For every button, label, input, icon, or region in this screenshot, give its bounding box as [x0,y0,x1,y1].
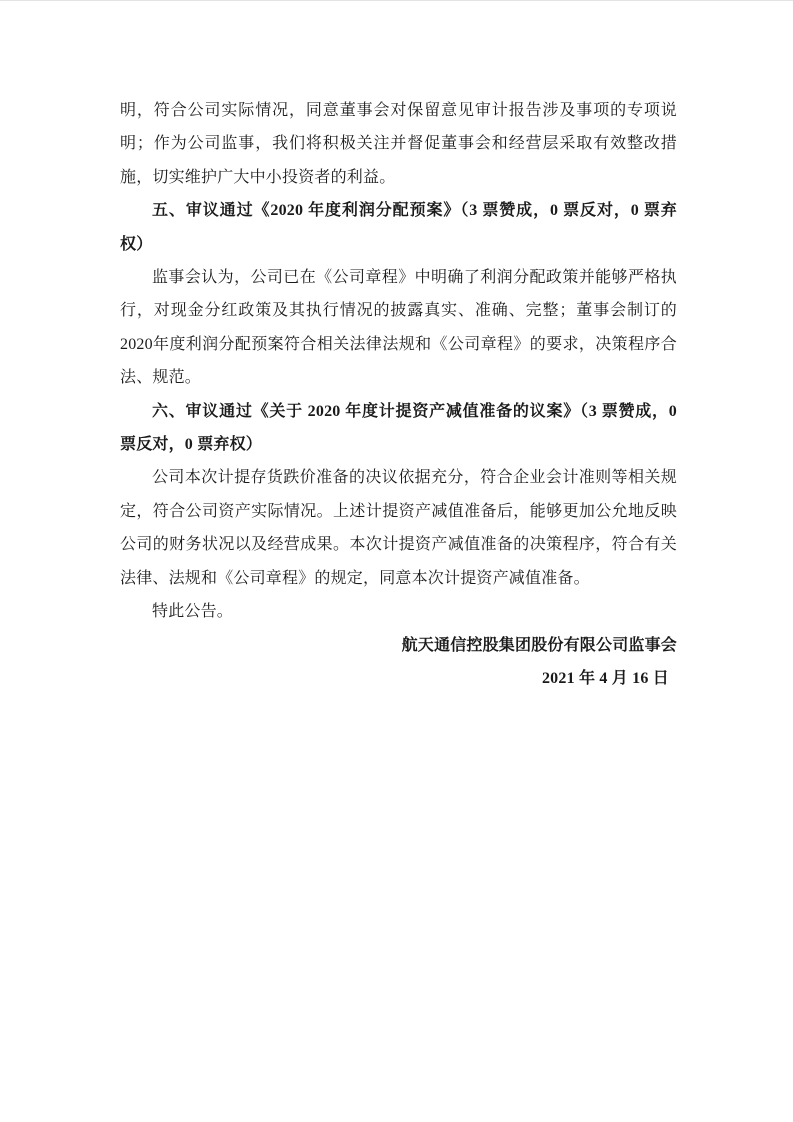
signature-date: 2021 年 4 月 16 日 [541,669,669,687]
page-top-edge [0,0,793,1]
closing-statement: 特此公告。 [152,603,234,621]
paragraph-audit-opinion-continuation: 明，符合公司实际情况，同意董事会对保留意见审计报告涉及事项的专项说明；作为公司监事，我们将积极关注并督促董事会和经营层采取有效整改措施，切实维护广大中小投资者的利益。 [120,102,677,186]
section-5-heading: 五、审议通过《2020 年度利润分配预案》（3 票赞成，0 票反对，0 票弃权） [120,202,677,253]
section-6-heading: 六、审议通过《关于 2020 年度计提资产减值准备的议案》（3 票赞成，0 票反对，0 票弃权） [120,402,677,454]
paragraph-section-6-opinion: 公司本次计提存货跌价准备的决议依据充分，符合企业会计准则等相关规定，符合公司资产实际情况。上述计提资产减值准备后，能够更加公允地反映公司的财务状况以及经营成果。本次计提资产减值准备的决策程序，符合有关法律、法规和《公司章程》的规定，同意本次计提资产减值准备。 [120,469,677,587]
signer-name: 航天通信控股集团股份有限公司监事会 [401,636,677,654]
document-body [120,94,677,695]
paragraph-section-5-opinion: 监事会认为，公司已在《公司章程》中明确了利润分配政策并能够严格执行，对现金分红政策及其执行情况的披露真实、准确、完整；董事会制订的2020年度利润分配预案符合相关法律法规和《公司章程》的要求，决策程序合法、规范。 [120,269,677,387]
